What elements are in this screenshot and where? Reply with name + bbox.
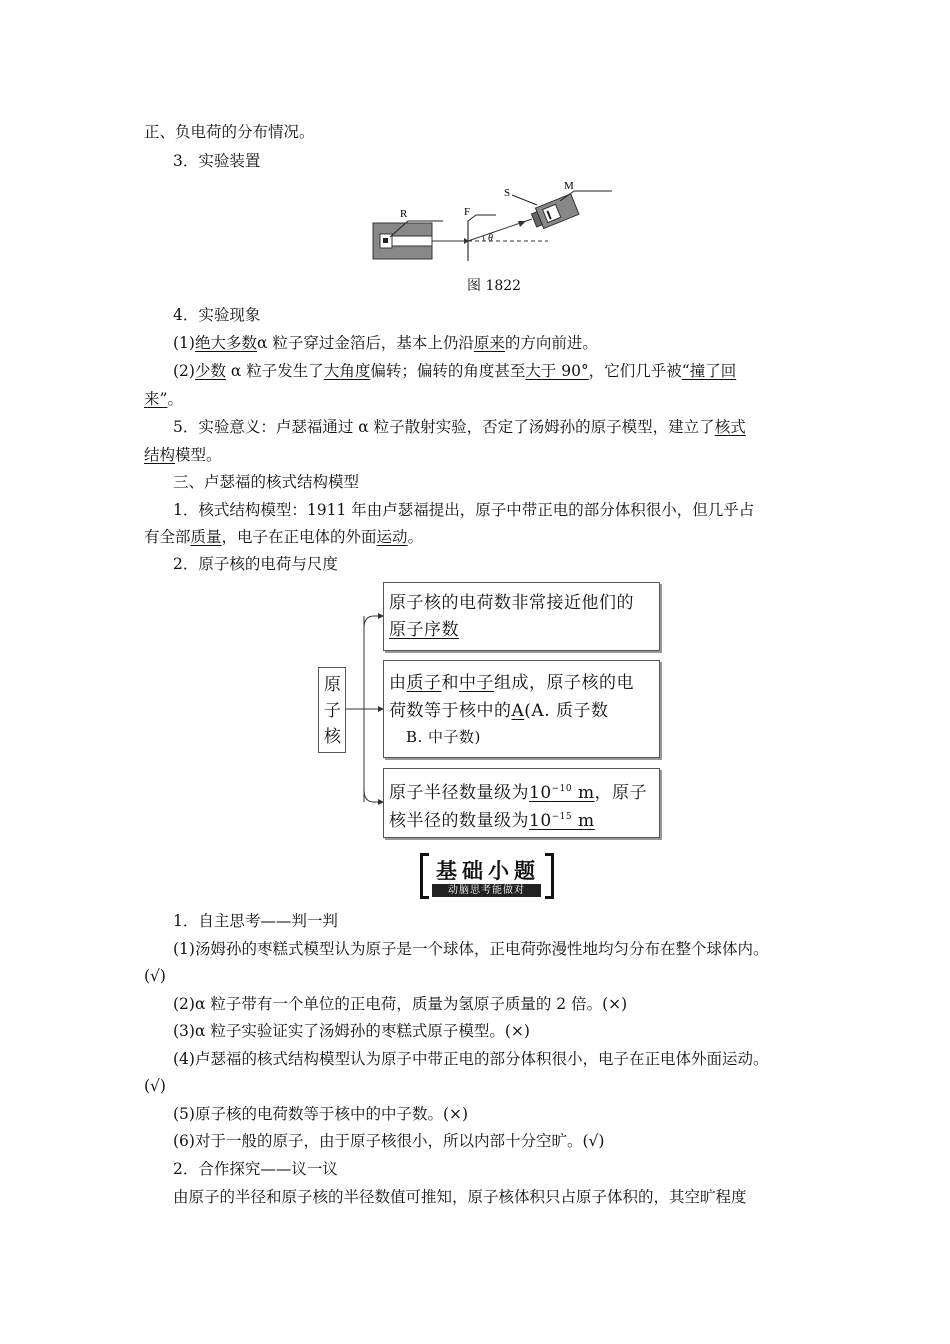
quiz-answer: (√) — [144, 1077, 166, 1095]
microscope — [530, 194, 579, 231]
section-heading: 三、卢瑟福的核式结构模型 — [173, 473, 360, 491]
banner-subtitle: 动脑思考能做对 — [432, 884, 541, 897]
branch-text: 由质子和中子组成，原子核的电 — [389, 673, 634, 693]
section-heading: 3．实验装置 — [173, 152, 261, 170]
text-line: 5．实验意义：卢瑟福通过 α 粒子散射实验，否定了汤姆孙的原子模型，建立了核式 — [173, 418, 746, 436]
experiment-apparatus-diagram — [360, 175, 630, 270]
text-line: (1)绝大多数α 粒子穿过金箔后，基本上仍沿原来的方向前进。 — [173, 334, 598, 352]
quiz-item: (4)卢瑟福的核式结构模型认为原子中带正电的部分体积很小，电子在正电体外面运动。 — [173, 1050, 769, 1068]
mindmap-branch-composition — [383, 660, 660, 758]
quiz-item: (3)α 粒子实验证实了汤姆孙的枣糕式原子模型。(×) — [173, 1022, 530, 1040]
label-M: M — [564, 180, 574, 192]
mindmap-root-label: 原子核 — [324, 675, 341, 747]
text-line: 由原子的半径和原子核的半径数值可推知，原子核体积只占原子体积的，其空旷程度 — [173, 1188, 747, 1206]
label-S: S — [504, 187, 511, 199]
text-line: 有全部质量，电子在正电体的外面运动。 — [144, 528, 424, 546]
text-line: 结构模型。 — [144, 446, 222, 464]
branch-text: 原子核的电荷数非常接近他们的 — [389, 593, 634, 613]
section-heading: 2．合作探究——议一议 — [173, 1160, 338, 1178]
quiz-item: (5)原子核的电荷数等于核中的中子数。(×) — [173, 1105, 469, 1123]
section-heading: 4．实验现象 — [173, 306, 261, 324]
nucleus-mindmap — [316, 580, 666, 842]
mindmap-branch-scale — [383, 768, 660, 838]
mindmap-branch-charge — [383, 582, 660, 651]
label-F: F — [464, 206, 471, 218]
section-heading: 2．原子核的电荷与尺度 — [173, 555, 338, 573]
branch-text: 原子半径数量级为$10^{-10}$ m，原子 — [389, 783, 648, 803]
text-line: (2)少数 α 粒子发生了大角度偏转；偏转的角度甚至大于 90°，它们几乎被“撞了回 — [173, 362, 737, 380]
quiz-answer: (√) — [144, 967, 166, 985]
section-banner — [420, 853, 554, 899]
text-line: 1．核式结构模型：1911 年由卢瑟福提出，原子中带正电的部分体积很小，但几乎占 — [173, 501, 755, 519]
quiz-item: (6)对于一般的原子，由于原子核很小，所以内部十分空旷。(√) — [173, 1132, 605, 1150]
branch-text: 荷数等于核中的A(A. 质子数 — [389, 701, 609, 721]
text-line: 来”。 — [144, 390, 183, 408]
branch-text: 核半径的数量级为$10^{-15}$ m — [389, 811, 595, 831]
quiz-item: (1)汤姆孙的枣糕式模型认为原子是一个球体，正电荷弥漫性地均匀分布在整个球体内。 — [173, 940, 769, 958]
label-theta: θ — [488, 233, 493, 244]
banner-title: 基础小题 — [436, 859, 540, 883]
branch-text: 原子序数 — [389, 620, 459, 640]
figure-caption: 图 1822 — [467, 278, 522, 294]
section-heading: 1．自主思考——判一判 — [173, 912, 338, 930]
text-line: 正、负电荷的分布情况。 — [144, 123, 315, 141]
lead-box — [373, 223, 432, 259]
branch-text: B. 中子数) — [406, 728, 481, 746]
quiz-item: (2)α 粒子带有一个单位的正电荷，质量为氢原子质量的 2 倍。(×) — [173, 995, 628, 1013]
label-R: R — [400, 208, 408, 220]
